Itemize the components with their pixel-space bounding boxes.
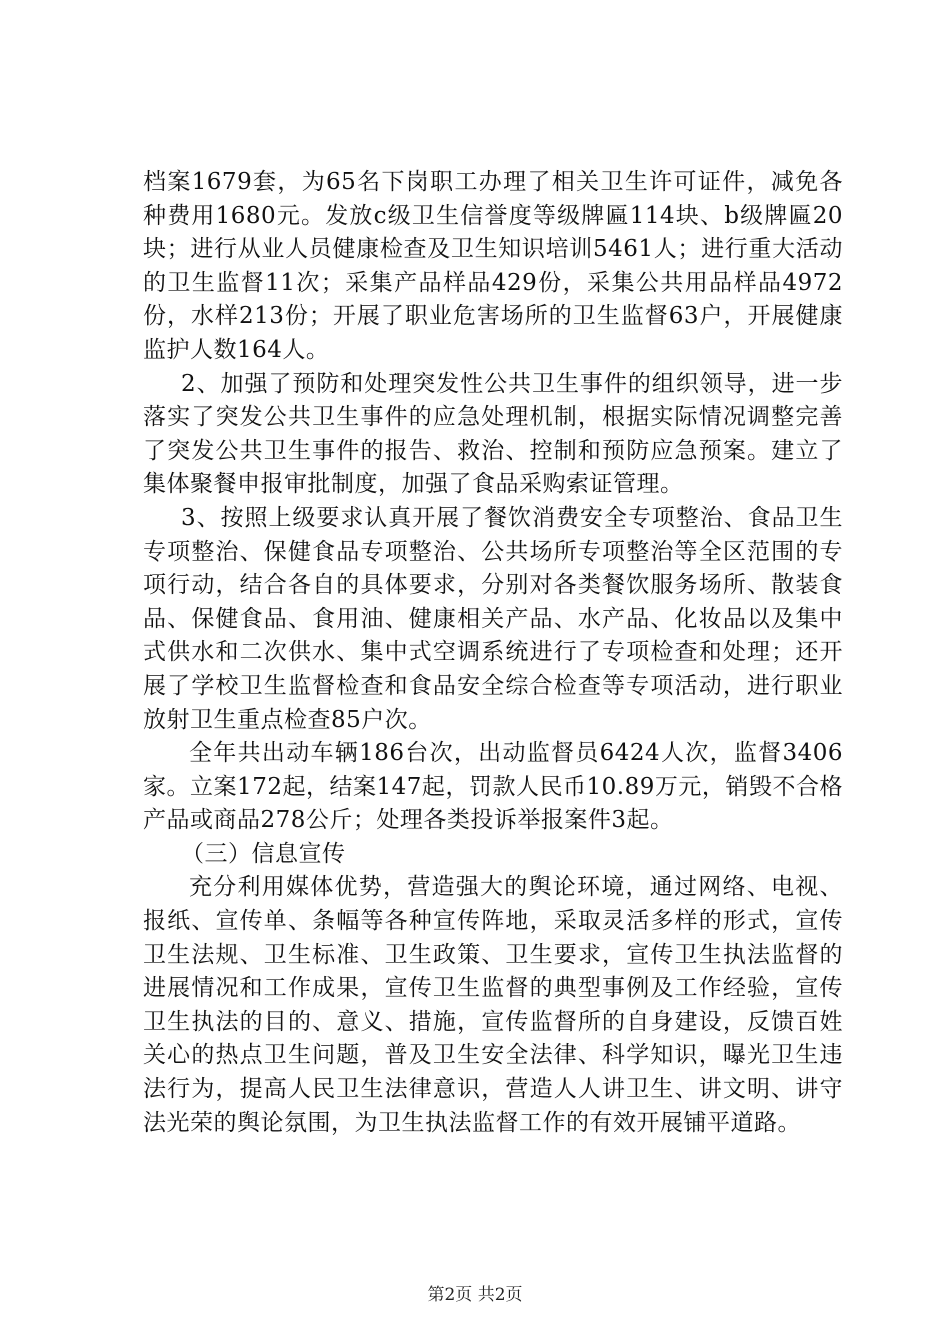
section-heading-info-publicity: （三）信息宣传 xyxy=(181,840,346,867)
page-footer: 第2页 共2页 xyxy=(427,1285,523,1305)
paragraph-emergency-response: 2、加强了预防和处理突发性公共卫生事件的组织领导，进一步落实了突发公共卫生事件的应急处理机制，根据实际情况调整完善了突发公共卫生事件的报告、救治、控制和预防应急预案。建立了集体聚餐申报审批制度，加强了食品采购索证管理。 xyxy=(143,370,843,498)
paragraph-statistics: 档案1679套，为65名下岗职工办理了相关卫生许可证件，减免各种费用1680元。发放c级卫生信誉度等级牌匾114块、b级牌匾20块；进行从业人员健康检查及卫生知识培训5461人；进行重大活动的卫生监督11次；采集产品样品429份，采集公共用品样品4972份，水样213份；开展了职业危害场所的卫生监督63户，开展健康监护人数164人。 xyxy=(143,169,843,363)
paragraph-special-campaigns: 3、按照上级要求认真开展了餐饮消费安全专项整治、食品卫生专项整治、保健食品专项整治、公共场所专项整治等全区范围的专项行动，结合各自的具体要求，分别对各类餐饮服务场所、散装食品、保健食品、食用油、健康相关产品、水产品、化妆品以及集中式供水和二次供水、集中式空调系统进行了专项检查和处理；还开展了学校卫生监督检查和食品安全综合检查等专项活动，进行职业放射卫生重点检查85户次。 xyxy=(143,504,843,733)
paragraph-info-publicity: 充分利用媒体优势，营造强大的舆论环境，通过网络、电视、报纸、宣传单、条幅等各种宣传阵地，采取灵活多样的形式，宣传卫生法规、卫生标准、卫生政策、卫生要求，宣传卫生执法监督的进展情况和工作成果，宣传卫生监督的典型事例及工作经验，宣传卫生执法的目的、意义、措施，宣传监督所的自身建设，反馈百姓关心的热点卫生问题，普及卫生安全法律、科学知识，曝光卫生违法行为，提高人民卫生法律意识，营造人人讲卫生、讲文明、讲守法光荣的舆论氛围，为卫生执法监督工作的有效开展铺平道路。 xyxy=(143,874,843,1136)
paragraph-annual-totals: 全年共出动车辆186台次，出动监督员6424人次，监督3406家。立案172起，结案147起，罚款人民币10.89万元，销毁不合格产品或商品278公斤；处理各类投诉举报案件3起。 xyxy=(143,740,843,834)
document-body xyxy=(143,166,843,1140)
